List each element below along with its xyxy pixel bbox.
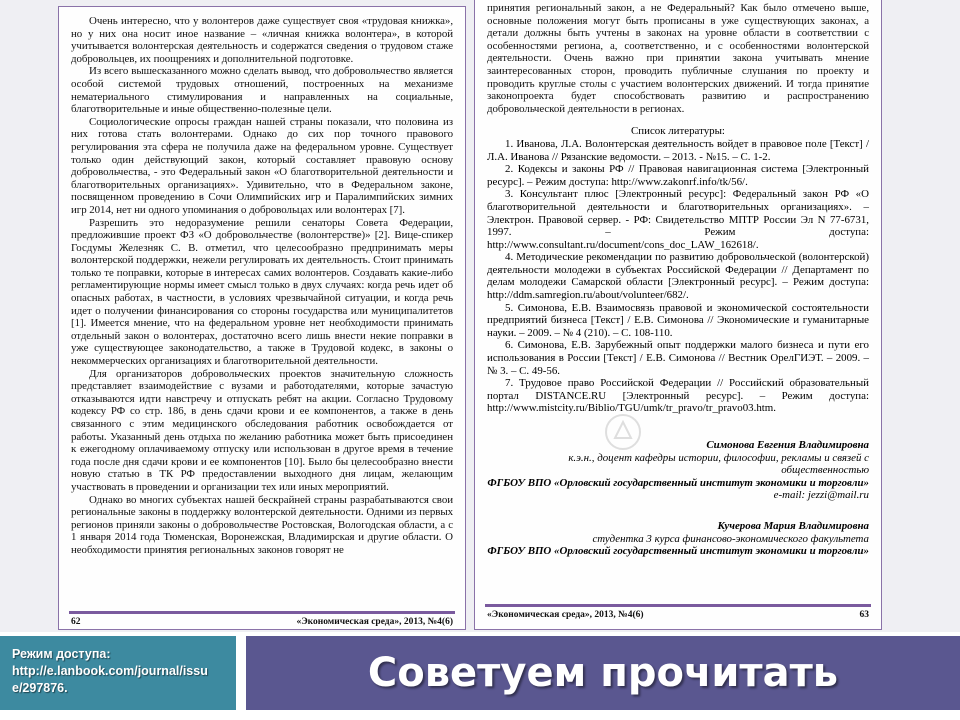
paragraph: Разрешить это недоразумение решили сенаторы Совета Федерации, предложившие проект ФЗ «О добровольчестве (волонтерстве)» [2]. Вице-спикер Госдумы Железняк С. В. отметил, что целесообразно предпринимать меры волонтерской поддержки, нежели регулировать их деятельность. Стоит принимать только те поправки, которые в интересах самих волонтеров. Создавать какие-либо регламентирующие нормы имеет смысл только в двух случаях: когда речь идет об опасных работах, в частности, в условиях чрезвычайной ситуации, и когда речь идет о получении финансирования со стороны государства или муниципалитетов [1]. Имеется мнение, что на федеральном уровне нет необходимости принимать отдельный закон о волонтерах, достаточно всего лишь внести некие поправки в уже существующее законодательство, а также в Трудовой кодекс, в законы о некоммерческих организациях и благотворительной деятельности. <box>71 216 453 368</box>
paragraph: Из всего вышесказанного можно сделать вывод, что добровольчество является особой системой трудовых отношений, построенных на механизме нематериального стимулирования и направленных на социальные, благотворительные и иные общественно-полезные цели. <box>71 65 453 116</box>
reference-item: 4. Методические рекомендации по развитию добровольческой (волонтерской) деятельности молодежи в субъектах Российской Федерации // Департамент по делам молодежи Самарской области [Электронный ресурс]. – Режим доступа: http://ddm.samregion.ru/about/volunteer/682/. <box>487 251 869 302</box>
reference-item: 3. Консультант плюс [Электронный ресурс]: Федеральный закон РФ «О благотворительной деятельности и благотворительных организациях». – Электрон. Правовой сервер. - РФ: Свидетельство МПТР России Эл N 77-6731, 1997. – Режим доступа: http://www.consultant.ru/document/cons_doc_LAW_162618/. <box>487 188 869 251</box>
access-url-part2[interactable]: e/297876. <box>12 681 68 695</box>
footer-rule <box>69 611 455 614</box>
journal-issue: «Экономическая среда», 2013, №4(6) <box>296 617 453 627</box>
author-position: к.э.н., доцент кафедры истории, философии, рекламы и связей с общественностью <box>568 451 869 477</box>
page-footer <box>71 617 453 627</box>
reference-item: 2. Кодексы и законы РФ // Правовая навигационная система [Электронный ресурс]. – Режим доступа: http://www.zakonrf.info/tk/56/. <box>487 163 869 188</box>
page-number: 62 <box>71 617 81 627</box>
author-name: Кучерова Мария Владимировна <box>717 519 869 532</box>
author-position: студентка 3 курса финансово-экономического факультета <box>592 532 869 545</box>
paragraph: Для организаторов добровольческих проектов значительную сложность представляет взаимодействие с вузами и работодателями, которые зачастую отказываются идти навстречу и отпускать ребят на акции. Согласно Трудовому кодексу РФ со стр. 186, в день сдачи крови и ее компонентов, а также в день связанного с этим медицинского обследования работник освобождается от работы. Указанный день отдыха по желанию работника может быть присоединен к ежегодному оплачиваемому отпуску или использован в другое время в течение года после дня сдачи крови и ее компонентов [10]. Было бы целесообразно внести новую статью в ТК РФ предоставлении выходного дня лицам, желающим участвовать в проведении и организации тех или иных мероприятий. <box>71 367 453 493</box>
author-name: Симонова Евгения Владимировна <box>706 439 869 451</box>
paragraph: Очень интересно, что у волонтеров даже существует своя «трудовая книжка», но у них она носит иное название – «личная книжка волонтера», в которой учитывается волонтерская деятельность и содержатся сведения о трудовом стаже добровольцев, их поощрениях и дополнительной подготовке. <box>71 15 453 65</box>
right-journal-page <box>474 0 882 630</box>
journal-issue: «Экономическая среда», 2013, №4(6) <box>487 610 644 620</box>
page-number: 63 <box>859 610 869 620</box>
author-organization: ФГБОУ ВПО «Орловский государственный институт экономики и торговли» <box>487 476 869 489</box>
reference-item: 1. Иванова, Л.А. Волонтерская деятельность войдет в правовое поле [Текст] / Л.А. Иванова // Рязанские ведомости. – 2013. - №15. – С. 1-2. <box>487 137 869 163</box>
paragraph: Однако во многих субъектах нашей бескрайней страны разрабатываются свои региональные законы в поддержку волонтерской деятельности. Одними из первых регионов приняли законы о добровольчестве Ростовская, Вологодская области, а с 1 января 2014 года Тюменская, Воронежская, Владимирская и другие области. О необходимости принятия региональных законов говорят не <box>71 493 453 556</box>
access-link-box[interactable] <box>0 636 236 710</box>
references-heading: Список литературы: <box>631 125 725 138</box>
right-page-text <box>487 2 869 558</box>
publisher-watermark-icon <box>603 412 643 452</box>
access-label: Режим доступа: <box>12 647 111 661</box>
reference-item: 7. Трудовое право Российской Федерации // Российский образовательный портал DISTANCE.RU [Электронный ресурс]. – Режим доступа: http://www.mistcity.ru/Biblio/TGU/umk/tr_pravo/tr_pravo03.htm. <box>487 377 869 415</box>
reference-item: 5. Симонова, Е.В. Взаимосвязь правовой и экономической состоятельности предприятий бизнеса [Текст] / Е.В. Симонова // Экономические и гуманитарные науки. – 2009. – № 4 (210). – С. 108-110. <box>487 301 869 339</box>
author-organization: ФГБОУ ВПО «Орловский государственный институт экономики и торговли» <box>487 545 869 558</box>
recommend-banner <box>246 636 960 710</box>
access-url-part1[interactable]: http://e.lanbook.com/journal/issu <box>12 664 208 678</box>
banner-title: Советуем прочитать <box>367 650 839 696</box>
paragraph: Социологические опросы граждан нашей страны показали, что половина из них готова стать волонтерами. Однако до сих пор точного правового регулирования эта сфера не получила даже на федеральном уровне. Существует только один действующий закон, который составляет правовую основу добровольчества, - это Федеральный закон «О благотворительной деятельности и благотворительных организациях». Удивительно, что в Федеральном законе, посвященном проведению в Сочи Олимпийских игр и Паралимпийских зимних игр 2014, нет ни одного упоминания о добровольцах или волонтерах [7]. <box>71 115 453 216</box>
author-email: e-mail: jezzi@mail.ru <box>773 489 869 502</box>
reference-item: 6. Симонова, Е.В. Зарубежный опыт поддержки малого бизнеса и пути его использования в России [Текст] / Е.В. Симонова // Вестник ОрелГИЭТ. – 2009. – № 3. – С. 49-56. <box>487 339 869 377</box>
page-footer <box>487 610 869 620</box>
footer-rule <box>485 604 871 607</box>
paragraph: принятия региональный закон, а не Федеральный? Как было отмечено выше, основные положения могут быть прописаны в уже существующих законах, а детали должны быть учтены в законах на уровне области в соответствии с особенностями региона, а, соответственно, и с особенностями волонтерской деятельности. Очень важно при принятии закона учитывать мнение заинтересованных сторон, проводить публичные слушания по проекту и проводить круглые столы с участием волонтерских движений. И тогда принятие законопроекта будет способствовать развитию и распространению добровольческой деятельности в регионах. <box>487 2 869 115</box>
left-page-text <box>71 15 453 557</box>
left-journal-page <box>58 6 466 630</box>
